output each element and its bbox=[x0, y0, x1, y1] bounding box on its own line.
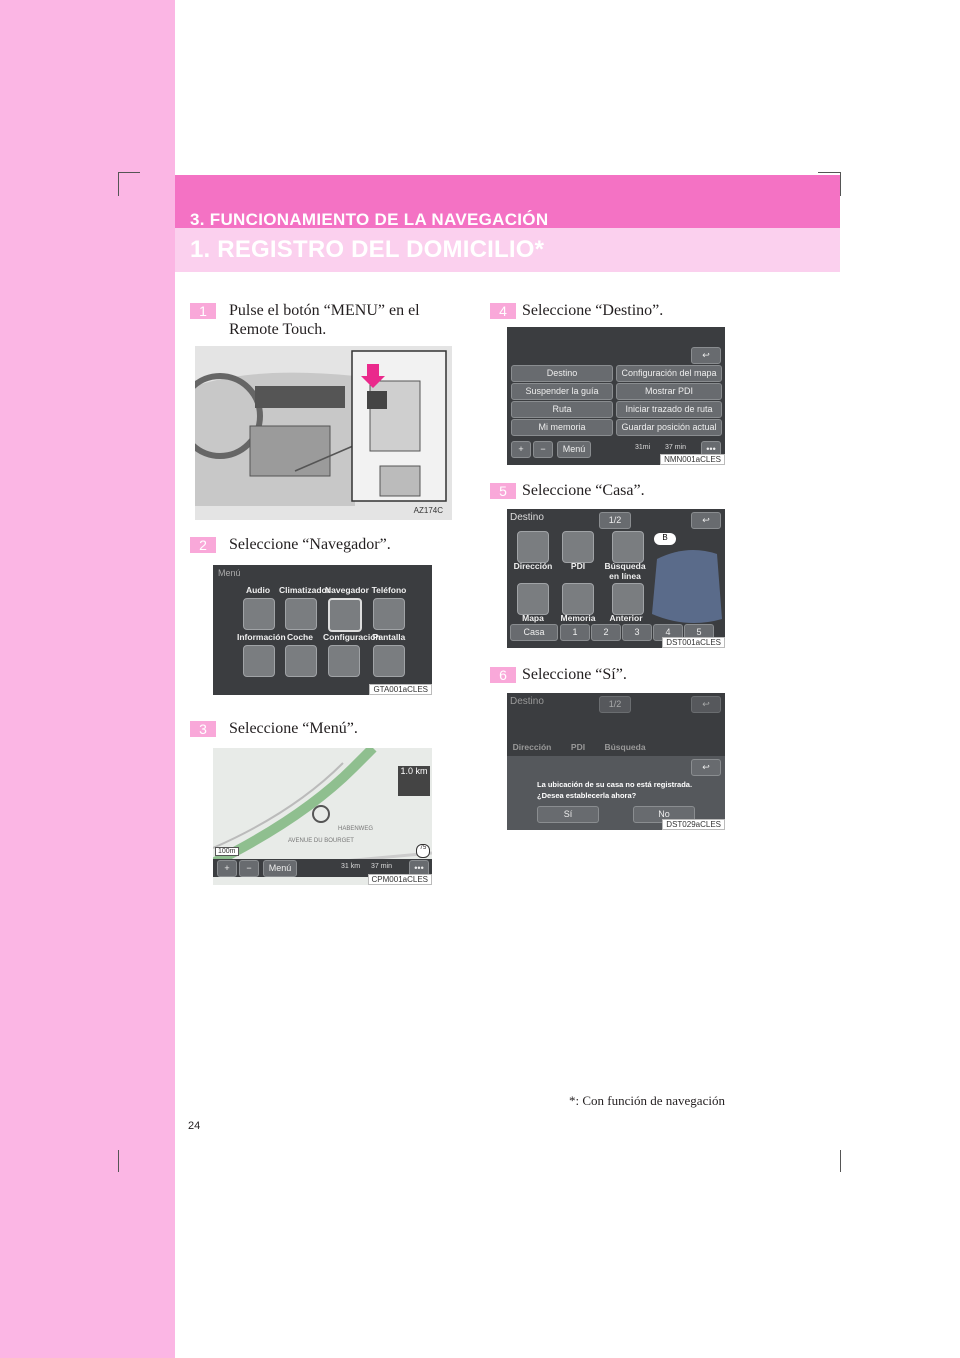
option-label: Dirección bbox=[513, 561, 553, 571]
destination-screen bbox=[507, 509, 725, 648]
more-options-button[interactable]: ••• bbox=[701, 441, 721, 458]
figure-code: CPM001aCLES bbox=[368, 874, 432, 885]
audio-icon[interactable] bbox=[243, 598, 275, 630]
map-icon[interactable] bbox=[517, 583, 549, 615]
dialog-message: La ubicación de su casa no está registrada. bbox=[537, 780, 693, 789]
step-instruction: Seleccione “Destino”. bbox=[522, 302, 664, 319]
europe-map bbox=[647, 539, 725, 629]
poi-icon[interactable] bbox=[562, 531, 594, 563]
step-instruction: Seleccione “Menú”. bbox=[229, 720, 358, 737]
address-icon[interactable] bbox=[517, 531, 549, 563]
suspend-guidance-button[interactable]: Suspender la guía bbox=[511, 383, 613, 400]
route-button[interactable]: Ruta bbox=[511, 401, 613, 418]
figure-code: DST001aCLES bbox=[662, 637, 725, 648]
car-interior-illustration bbox=[195, 346, 452, 520]
step-number-badge: 4 bbox=[490, 303, 516, 319]
option-label: Mapa bbox=[522, 613, 544, 623]
menu-item-label: Navegador bbox=[325, 585, 369, 595]
next-turn-panel bbox=[398, 766, 430, 796]
trip-distance: 31 km bbox=[341, 863, 361, 870]
figure-code: NMN001aCLES bbox=[660, 454, 725, 465]
step-instruction: Seleccione “Casa”. bbox=[522, 482, 645, 499]
page-number: 24 bbox=[188, 1120, 201, 1132]
crop-mark bbox=[118, 172, 140, 173]
area-label: HABENWEG bbox=[338, 826, 374, 832]
option-label: Búsqueda bbox=[604, 742, 646, 752]
climate-icon[interactable] bbox=[285, 598, 317, 630]
step-instruction: Seleccione “Sí”. bbox=[522, 666, 627, 683]
display-icon[interactable] bbox=[373, 645, 405, 677]
option-label: Anterior bbox=[609, 613, 643, 623]
confirm-screen bbox=[507, 693, 725, 830]
option-label: Dirección bbox=[512, 742, 552, 752]
figure-code: GTA001aCLES bbox=[369, 684, 432, 695]
navigation-icon[interactable] bbox=[328, 598, 362, 632]
step-number-badge: 2 bbox=[190, 537, 216, 553]
settings-icon[interactable] bbox=[328, 645, 360, 677]
map-scale: 100m bbox=[215, 847, 239, 856]
crop-mark bbox=[840, 172, 841, 196]
no-button[interactable]: No bbox=[633, 806, 695, 823]
crop-mark bbox=[118, 1150, 119, 1172]
step-number-badge: 5 bbox=[490, 483, 516, 499]
option-label: PDI bbox=[570, 742, 586, 752]
screen-title: Destino bbox=[510, 696, 544, 707]
preset-button[interactable]: 1 bbox=[560, 624, 590, 641]
trip-time: 37 min bbox=[371, 863, 393, 870]
menu-button[interactable]: Menú bbox=[263, 860, 297, 877]
trip-distance: 31mi bbox=[635, 444, 651, 451]
crop-mark bbox=[818, 172, 840, 173]
save-position-button[interactable]: Guardar posición actual bbox=[616, 419, 722, 436]
zoom-in-button[interactable]: + bbox=[511, 441, 531, 458]
distance-value: 1.0 bbox=[400, 766, 413, 776]
preset-button[interactable]: 3 bbox=[622, 624, 652, 641]
zoom-out-button[interactable]: − bbox=[239, 860, 259, 877]
menu-item-label: Teléfono bbox=[371, 585, 407, 595]
preset-button[interactable]: 5 bbox=[684, 624, 714, 641]
yes-button[interactable]: Sí bbox=[537, 806, 599, 823]
footnote: *: Con función de navegación bbox=[569, 1093, 725, 1108]
dialog-back-button[interactable]: ↩ bbox=[691, 759, 721, 776]
figure-code: DST029aCLES bbox=[662, 819, 725, 830]
menu-item-label: Información bbox=[237, 632, 286, 642]
step-number-badge: 3 bbox=[190, 721, 216, 737]
memory-flag-icon[interactable] bbox=[562, 583, 594, 615]
nav-menu-screen bbox=[507, 327, 725, 465]
street-label: AVENUE DU BOURGET bbox=[288, 838, 354, 844]
menu-item-label: Configuración bbox=[323, 632, 381, 642]
route-number: 75 bbox=[416, 844, 430, 858]
back-button[interactable]: ↩ bbox=[691, 347, 721, 364]
page-indicator[interactable]: 1/2 bbox=[599, 512, 631, 529]
previous-icon[interactable] bbox=[612, 583, 644, 615]
distance-unit: km bbox=[415, 766, 428, 776]
back-button[interactable]: ↩ bbox=[691, 512, 721, 529]
section-title: 3. FUNCIONAMIENTO DE LA NAVEGACIÓN bbox=[190, 210, 549, 229]
info-icon[interactable] bbox=[243, 645, 275, 677]
my-memory-button[interactable]: Mi memoria bbox=[511, 419, 613, 436]
step-number-badge: 6 bbox=[490, 667, 516, 683]
back-button: ↩ bbox=[691, 696, 721, 713]
figure-code: AZ174C bbox=[413, 506, 443, 515]
page-sidebar bbox=[0, 0, 175, 1358]
car-icon[interactable] bbox=[285, 645, 317, 677]
start-route-trace-button[interactable]: Iniciar trazado de ruta bbox=[616, 401, 722, 418]
map-screen bbox=[213, 748, 432, 885]
zoom-in-button[interactable]: + bbox=[217, 860, 237, 877]
option-label: PDI bbox=[570, 561, 586, 571]
phone-icon[interactable] bbox=[373, 598, 405, 630]
screen-title: Menú bbox=[218, 568, 241, 578]
destination-button[interactable]: Destino bbox=[511, 365, 613, 382]
chapter-title: 1. REGISTRO DEL DOMICILIO* bbox=[190, 236, 545, 263]
zoom-out-button[interactable]: − bbox=[533, 441, 553, 458]
remote-touch-illustration bbox=[195, 346, 452, 520]
menu-item-label: Coche bbox=[287, 632, 313, 642]
option-label: Búsqueda en línea bbox=[604, 561, 646, 581]
option-label: Memoria bbox=[560, 613, 596, 623]
step-number-badge: 1 bbox=[190, 303, 216, 319]
preset-button[interactable]: 2 bbox=[591, 624, 621, 641]
map-settings-button[interactable]: Configuración del mapa bbox=[616, 365, 722, 382]
show-poi-button[interactable]: Mostrar PDI bbox=[616, 383, 722, 400]
menu-screen bbox=[213, 565, 432, 695]
step-instruction: Seleccione “Navegador”. bbox=[229, 536, 391, 553]
menu-button[interactable]: Menú bbox=[557, 441, 591, 458]
menu-item-label: Climatizador bbox=[279, 585, 331, 595]
dialog-question: ¿Desea establecerla ahora? bbox=[537, 791, 637, 800]
trip-time: 37 min bbox=[665, 444, 687, 451]
online-search-icon[interactable] bbox=[612, 531, 644, 563]
more-options-button[interactable]: ••• bbox=[409, 860, 429, 877]
country-code: B bbox=[654, 533, 676, 545]
screen-title: Destino bbox=[510, 512, 544, 523]
crop-mark bbox=[118, 172, 119, 196]
home-button[interactable]: Casa bbox=[510, 624, 558, 641]
menu-item-label: Audio bbox=[245, 585, 271, 595]
preset-button[interactable]: 4 bbox=[653, 624, 683, 641]
step-instruction: Pulse el botón “MENU” en el Remote Touch. bbox=[229, 302, 420, 338]
crop-mark bbox=[840, 1150, 841, 1172]
menu-item-label: Pantalla bbox=[372, 632, 406, 642]
page-indicator: 1/2 bbox=[599, 696, 631, 713]
